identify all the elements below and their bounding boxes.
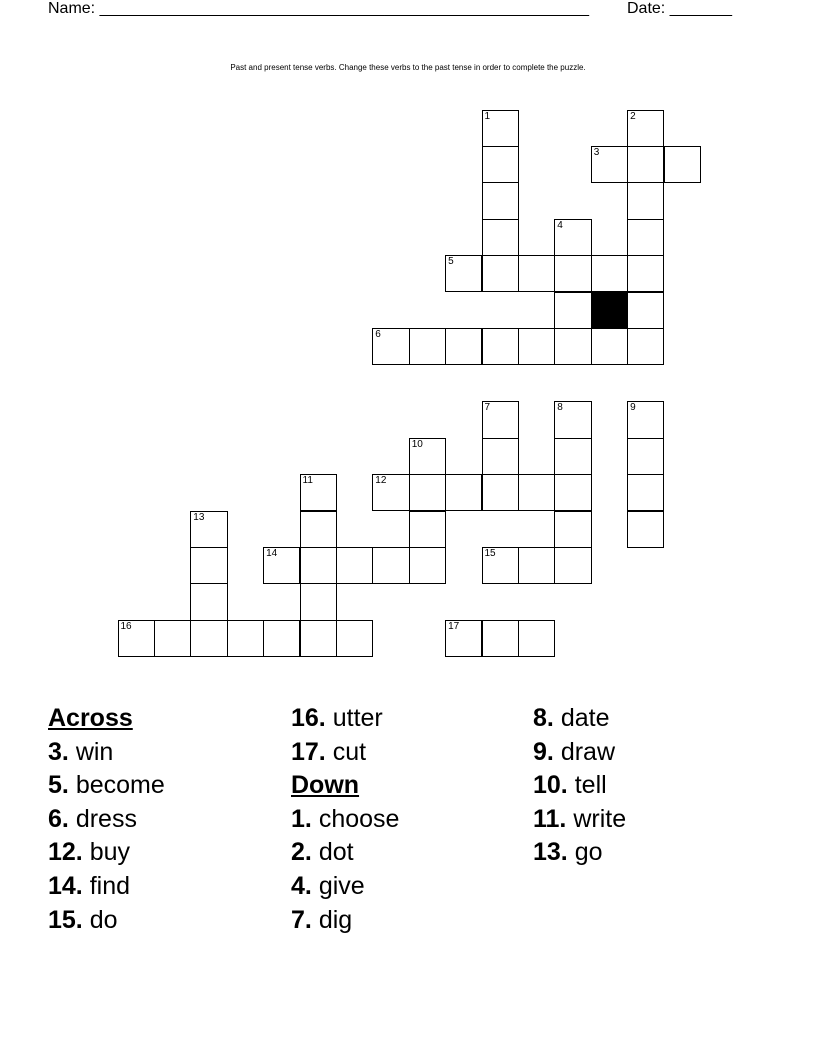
clue-item-number: 7. xyxy=(291,905,312,934)
grid-cell[interactable] xyxy=(627,438,664,475)
clue-item-text: utter xyxy=(332,704,383,732)
clue-item xyxy=(291,904,399,938)
grid-cell[interactable] xyxy=(554,511,591,548)
clue-number-label: 1 xyxy=(484,110,491,122)
grid-cell[interactable] xyxy=(518,547,555,584)
grid-cell[interactable] xyxy=(518,255,555,292)
grid-cell[interactable] xyxy=(554,292,591,329)
grid-cell[interactable] xyxy=(591,255,628,292)
grid-cell[interactable] xyxy=(118,620,155,657)
grid-cell[interactable] xyxy=(627,255,664,292)
clue-number-label: 15 xyxy=(484,547,496,559)
clue-item-number: 8. xyxy=(533,704,554,732)
clue-column-1 xyxy=(48,702,165,937)
clue-item xyxy=(291,836,399,870)
grid-cell[interactable] xyxy=(482,146,519,183)
grid-cell[interactable] xyxy=(372,474,409,511)
clue-item-number: 11. xyxy=(533,804,567,833)
clue-number-label: 9 xyxy=(630,402,636,414)
clue-item-text: tell xyxy=(574,771,607,800)
grid-cell[interactable] xyxy=(190,620,227,657)
grid-cell[interactable] xyxy=(482,328,519,365)
clue-number-label: 10 xyxy=(411,438,423,450)
clue-item xyxy=(48,736,165,770)
grid-cell[interactable] xyxy=(518,620,555,657)
clue-item xyxy=(48,904,165,938)
clue-item xyxy=(533,836,626,870)
clue-column-3 xyxy=(533,702,626,870)
clue-item-number: 2. xyxy=(291,838,312,867)
grid-cell[interactable] xyxy=(445,620,482,657)
grid-cell[interactable] xyxy=(190,511,227,548)
clue-item-number: 10. xyxy=(533,771,568,800)
grid-cell[interactable] xyxy=(300,620,337,657)
clue-number-label: 4 xyxy=(557,219,563,231)
instructions: Past and present tense verbs. Change these verbs to the past tense in order to complete the puzzle. xyxy=(230,63,586,72)
grid-cell[interactable] xyxy=(300,474,337,511)
grid-cell[interactable] xyxy=(263,547,300,584)
clue-heading: Down xyxy=(291,771,360,800)
clue-item-text: write xyxy=(573,804,627,833)
clue-number-label: 8 xyxy=(557,402,563,414)
clue-number-label: 11 xyxy=(302,475,313,487)
grid-cell[interactable] xyxy=(372,328,409,365)
grid-cell[interactable] xyxy=(664,146,701,183)
clue-number-label: 13 xyxy=(193,511,205,523)
clue-number-label: 5 xyxy=(448,256,454,268)
date-line: Date: _______ xyxy=(627,0,732,17)
clue-item xyxy=(48,803,165,837)
grid-cell[interactable] xyxy=(409,474,446,511)
clue-item-text: draw xyxy=(560,737,615,766)
clue-heading: Across xyxy=(48,704,133,732)
clue-item-number: 12. xyxy=(48,838,83,867)
grid-cell[interactable] xyxy=(372,547,409,584)
clue-number-label: 2 xyxy=(630,110,636,122)
clue-item-number: 4. xyxy=(291,871,312,900)
grid-cell[interactable] xyxy=(154,620,191,657)
grid-cell[interactable] xyxy=(627,110,664,147)
clue-item xyxy=(533,736,626,770)
grid-cell[interactable] xyxy=(409,511,446,548)
grid-cell[interactable] xyxy=(482,474,519,511)
grid-cell[interactable] xyxy=(627,292,664,329)
grid-cell[interactable] xyxy=(518,474,555,511)
name-line: Name: _______________________________________________________ xyxy=(48,0,589,17)
grid-cell[interactable] xyxy=(627,219,664,256)
clue-item-number: 14. xyxy=(48,871,83,900)
grid-cell[interactable] xyxy=(627,182,664,219)
clue-item-number: 1. xyxy=(291,804,312,833)
clue-item-number: 3. xyxy=(48,737,69,766)
clue-item xyxy=(533,769,626,803)
clue-item-text: give xyxy=(318,871,365,900)
grid-cell[interactable] xyxy=(482,255,519,292)
grid-cell[interactable] xyxy=(445,328,482,365)
grid-cell[interactable] xyxy=(300,547,337,584)
grid-cell[interactable] xyxy=(190,583,227,620)
grid-cell[interactable] xyxy=(300,583,337,620)
grid-cell[interactable] xyxy=(409,328,446,365)
grid-cell[interactable] xyxy=(482,219,519,256)
grid-cell[interactable] xyxy=(591,328,628,365)
grid-cell[interactable] xyxy=(554,438,591,475)
clue-item-number: 9. xyxy=(533,737,554,766)
clue-item-text: choose xyxy=(318,804,400,833)
grid-cell[interactable] xyxy=(445,474,482,511)
clue-item-number: 17. xyxy=(291,737,326,766)
clue-item-number: 16. xyxy=(291,704,326,732)
clue-item-text: date xyxy=(560,704,610,732)
grid-cell[interactable] xyxy=(227,620,264,657)
grid-cell[interactable] xyxy=(190,547,227,584)
grid-cell[interactable] xyxy=(627,328,664,365)
grid-cell[interactable] xyxy=(554,474,591,511)
clue-item xyxy=(48,769,165,803)
clue-item-number: 15. xyxy=(48,905,83,934)
clue-item-text: go xyxy=(574,838,603,867)
grid-cell[interactable] xyxy=(263,620,300,657)
grid-cell[interactable] xyxy=(482,620,519,657)
grid-cell[interactable] xyxy=(300,511,337,548)
clue-number-label: 6 xyxy=(375,328,381,340)
grid-cell[interactable] xyxy=(627,511,664,548)
grid-cell[interactable] xyxy=(554,401,591,438)
grid-cell[interactable] xyxy=(482,110,519,147)
clue-item-text: dot xyxy=(318,838,354,867)
grid-cell[interactable] xyxy=(554,328,591,365)
clue-item xyxy=(48,870,165,904)
grid-cell[interactable] xyxy=(445,255,482,292)
clue-item xyxy=(291,803,399,837)
clue-item-number: 5. xyxy=(48,771,69,800)
grid-cell[interactable] xyxy=(518,328,555,365)
grid-cell[interactable] xyxy=(482,438,519,475)
grid-cell[interactable] xyxy=(627,401,664,438)
clue-number-label: 14 xyxy=(266,547,278,559)
grid-cell[interactable] xyxy=(336,620,373,657)
grid-cell[interactable] xyxy=(409,438,446,475)
clue-item-number: 13. xyxy=(533,838,568,867)
clue-item xyxy=(48,836,165,870)
clue-item-text: become xyxy=(75,771,165,800)
clue-item-text: find xyxy=(89,871,131,900)
clue-item xyxy=(291,736,399,770)
clue-list xyxy=(48,702,778,942)
clue-number-label: 3 xyxy=(593,146,600,158)
clue-item-text: cut xyxy=(332,737,367,766)
grid-cell[interactable] xyxy=(591,146,628,183)
clue-item xyxy=(291,870,399,904)
clue-item-text: dress xyxy=(75,804,137,833)
grid-cell[interactable] xyxy=(482,401,519,438)
grid-cell[interactable] xyxy=(627,474,664,511)
clue-item xyxy=(291,702,399,736)
black-square xyxy=(591,292,628,329)
grid-cell[interactable] xyxy=(554,255,591,292)
clue-item xyxy=(533,803,626,837)
clue-item xyxy=(533,702,626,736)
grid-cell[interactable] xyxy=(554,219,591,256)
clue-number-label: 16 xyxy=(120,620,132,632)
clue-item-text: dig xyxy=(318,905,353,934)
clue-item-text: do xyxy=(89,905,118,934)
grid-cell[interactable] xyxy=(554,547,591,584)
clue-item-text: buy xyxy=(89,838,131,867)
clue-item-text: win xyxy=(75,737,114,766)
clue-item-number: 6. xyxy=(48,804,69,833)
clue-column-2 xyxy=(291,702,399,937)
grid-cell[interactable] xyxy=(409,547,446,584)
grid-cell[interactable] xyxy=(627,146,664,183)
grid-cell[interactable] xyxy=(482,182,519,219)
clue-number-label: 12 xyxy=(375,475,387,487)
grid-cell[interactable] xyxy=(482,547,519,584)
clue-number-label: 17 xyxy=(448,620,460,632)
clue-number-label: 7 xyxy=(484,402,491,414)
grid-cell[interactable] xyxy=(336,547,373,584)
